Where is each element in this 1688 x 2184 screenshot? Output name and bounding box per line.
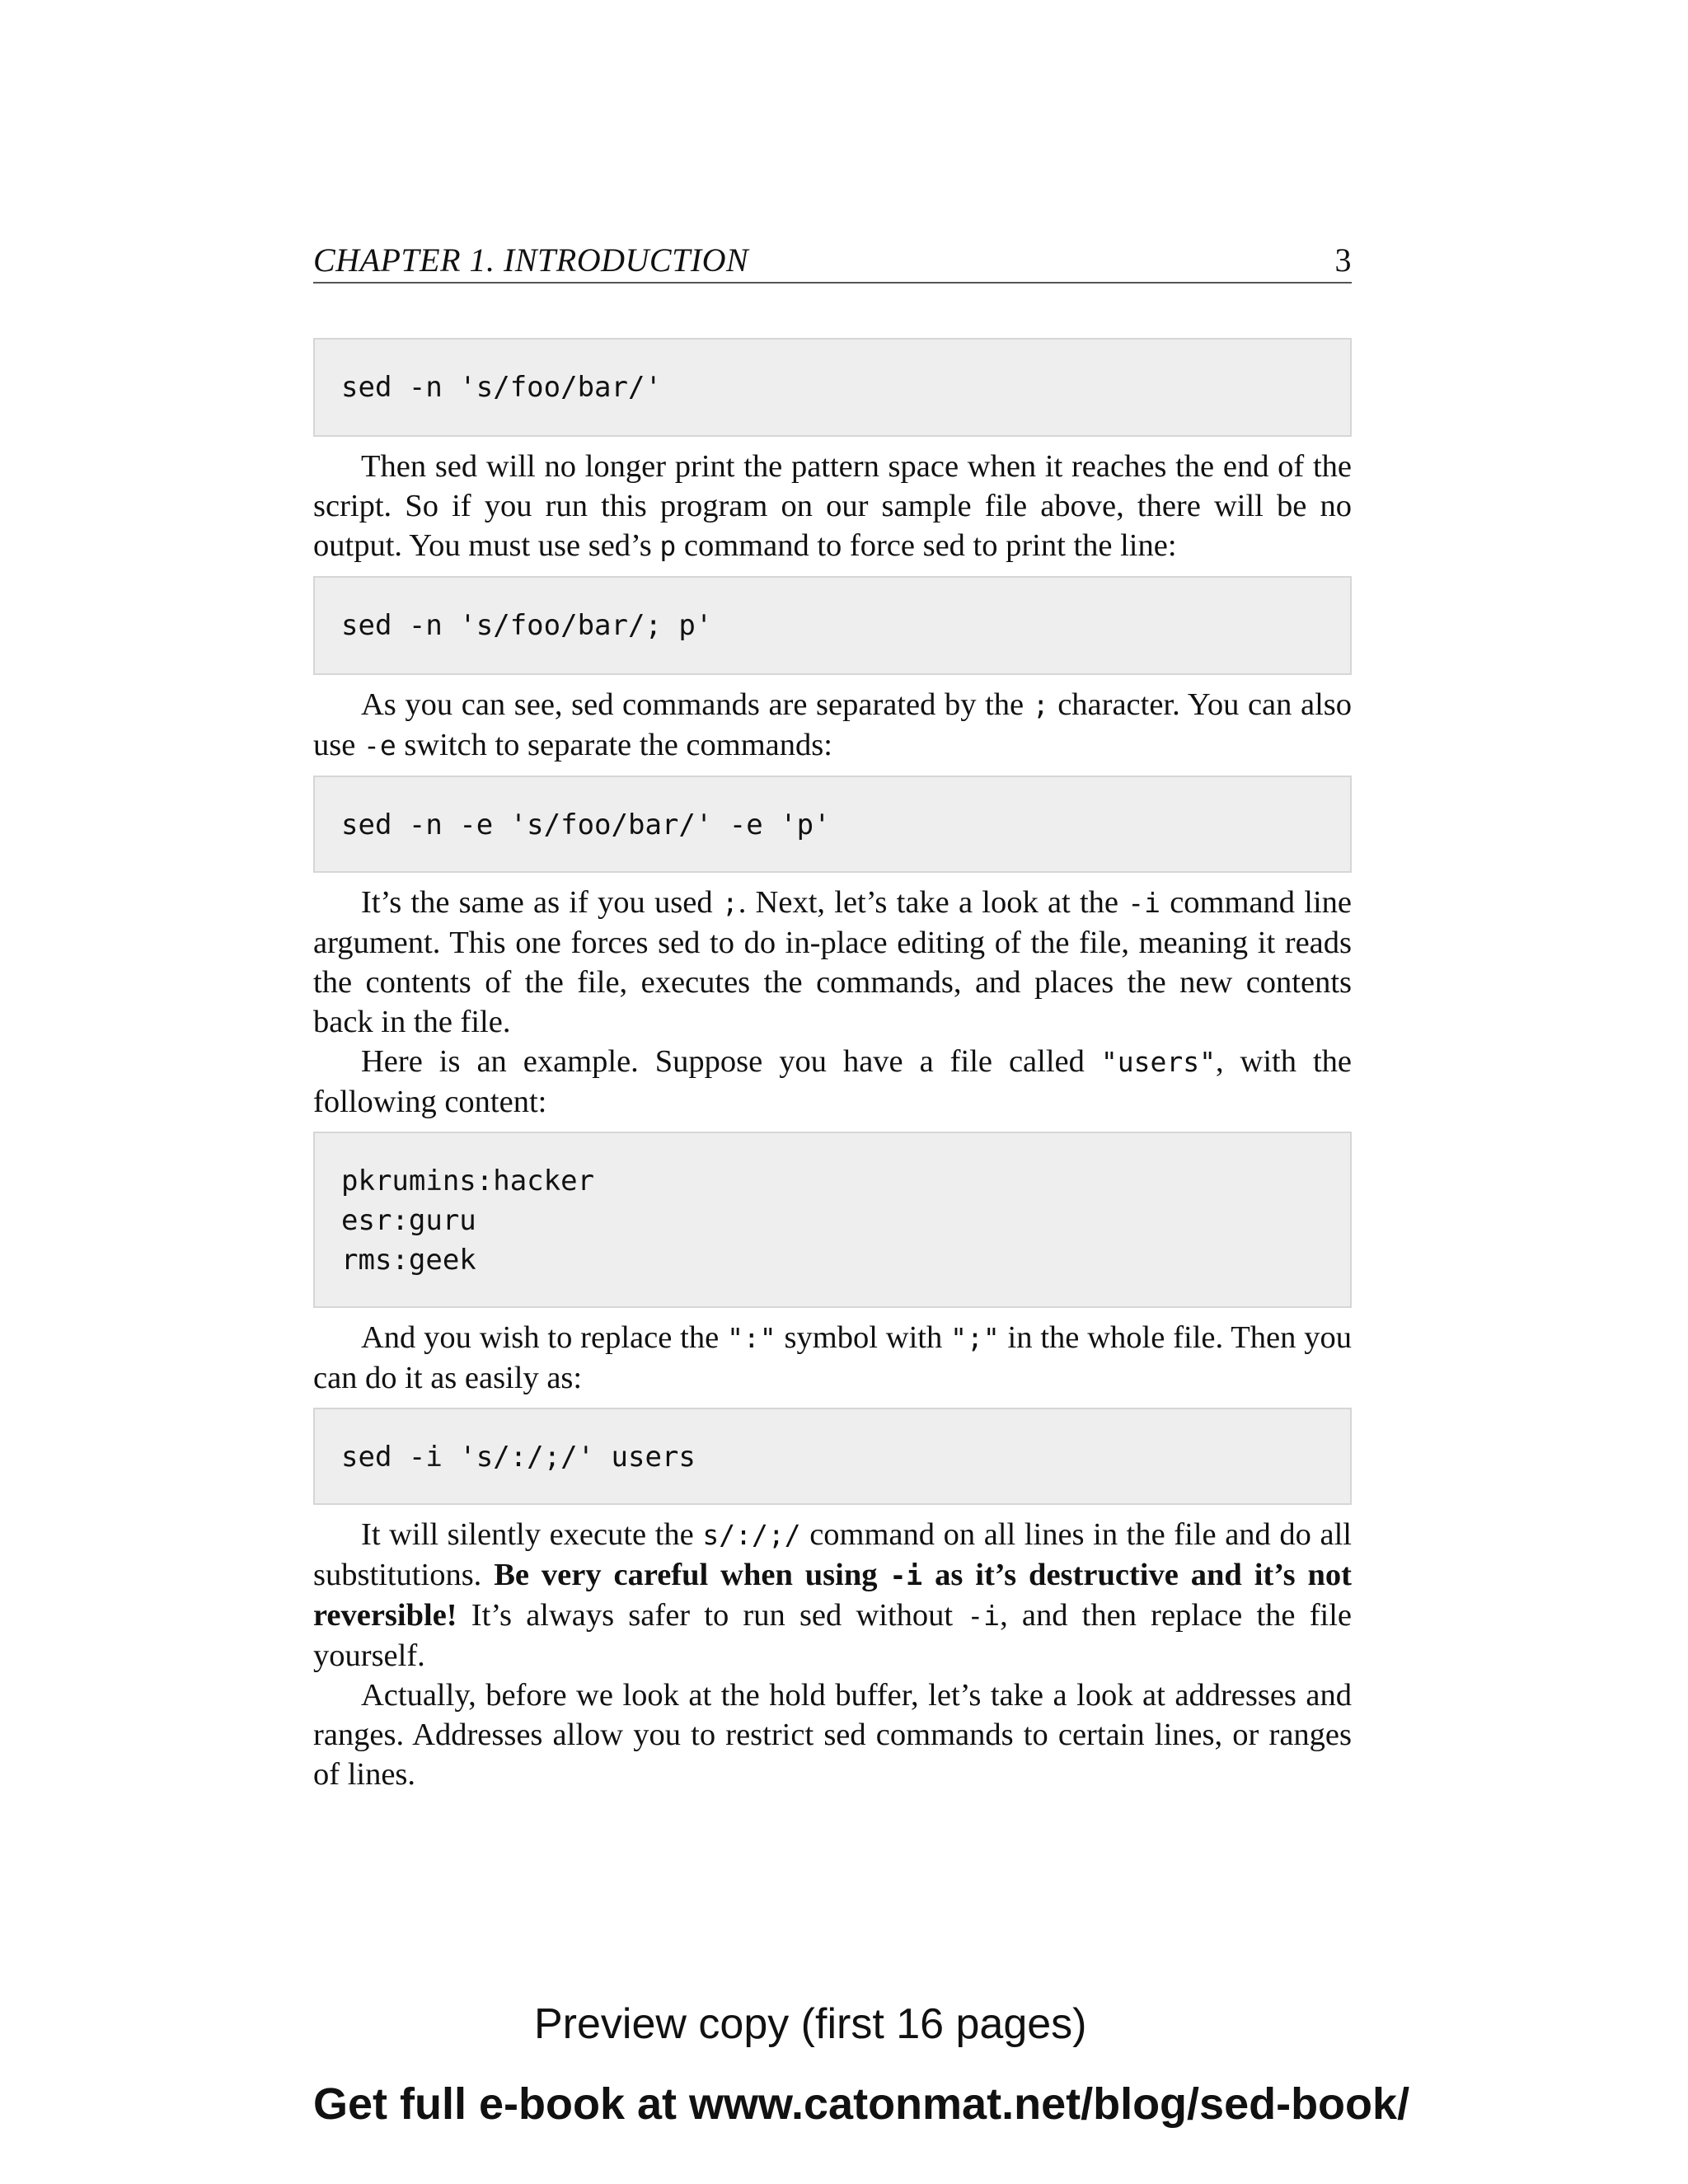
inline-code: ; <box>721 887 738 919</box>
bold-warning: as it’s destructive and it’s not reversible! <box>313 1558 1352 1633</box>
text-span: switch to separate the commands: <box>396 728 832 762</box>
text-span: , and then replace the file yourself. <box>313 1598 1352 1673</box>
bold-warning: Be very careful when using <box>494 1558 890 1592</box>
running-header <box>313 239 1352 284</box>
text-span: , with the following content: <box>313 1044 1353 1119</box>
inline-code: p <box>659 530 677 562</box>
paragraph-3 <box>313 883 1352 1042</box>
text-span: command on all lines in the file and do all substitutions. <box>313 1517 1352 1592</box>
code-block-2: sed -n 's/foo/bar/; p' <box>313 576 1352 675</box>
book-page <box>313 239 1352 1794</box>
code-block-4: pkrumins:hacker esr:guru rms:geek <box>313 1132 1352 1308</box>
paragraph-5 <box>313 1318 1352 1398</box>
paragraph-6 <box>313 1515 1352 1675</box>
inline-code: -i <box>967 1600 1001 1632</box>
inline-code: ":" <box>727 1322 776 1354</box>
inline-code: "users" <box>1100 1046 1216 1078</box>
text-span: character. You can also use <box>313 687 1352 762</box>
inline-code: s/:/;/ <box>702 1519 801 1551</box>
page-number: 3 <box>1334 241 1352 279</box>
text-span: It’s always safer to run sed without <box>457 1598 968 1633</box>
text-span: symbol with <box>776 1320 951 1355</box>
ebook-link[interactable]: Get full e-book at www.catonmat.net/blog/sed-book/ <box>313 2079 1410 2129</box>
paragraph-1 <box>313 447 1352 566</box>
code-block-5: sed -i 's/:/;/' users <box>313 1408 1352 1505</box>
text-span: . Next, let’s take a look at the <box>738 885 1128 920</box>
inline-code: ";" <box>950 1322 1000 1354</box>
text-span: Here is an example. Suppose you have a file called <box>361 1044 1101 1079</box>
code-block-3: sed -n -e 's/foo/bar/' -e 'p' <box>313 776 1352 873</box>
preview-notice: Preview copy (first 16 pages) <box>534 2000 1087 2048</box>
paragraph-4 <box>313 1042 1352 1122</box>
text-span: command line argument. This one forces sed to do in-place editing of the file, meaning it reads the contents of the file, executes the commands, and places the new contents back in the file. <box>313 885 1352 1039</box>
text-span: As you can see, sed commands are separated by the <box>361 687 1033 722</box>
code-block-1: sed -n 's/foo/bar/' <box>313 338 1352 437</box>
inline-code: -e <box>363 729 396 762</box>
text-span: It’s the same as if you used <box>361 885 722 920</box>
text-span: Then sed will no longer print the pattern space when it reaches the end of the script. So if you run this program on our sample file above, there will be no output. You must use sed’s <box>313 449 1352 563</box>
paragraph-2 <box>313 685 1352 766</box>
text-span: And you wish to replace the <box>361 1320 728 1355</box>
inline-code: -i <box>889 1559 923 1591</box>
text-span: It will silently execute the <box>361 1517 703 1552</box>
inline-code: ; <box>1032 689 1049 721</box>
paragraph-7: Actually, before we look at the hold buffer, let’s take a look at addresses and ranges. Addresses allow you to restrict sed commands to certain lines, or ranges of lines. <box>313 1678 1352 1792</box>
text-span: in the whole file. Then you can do it as easily as: <box>313 1320 1353 1395</box>
text-span: command to force sed to print the line: <box>676 528 1177 563</box>
inline-code: -i <box>1128 887 1160 919</box>
chapter-title: CHAPTER 1. INTRODUCTION <box>313 241 749 279</box>
